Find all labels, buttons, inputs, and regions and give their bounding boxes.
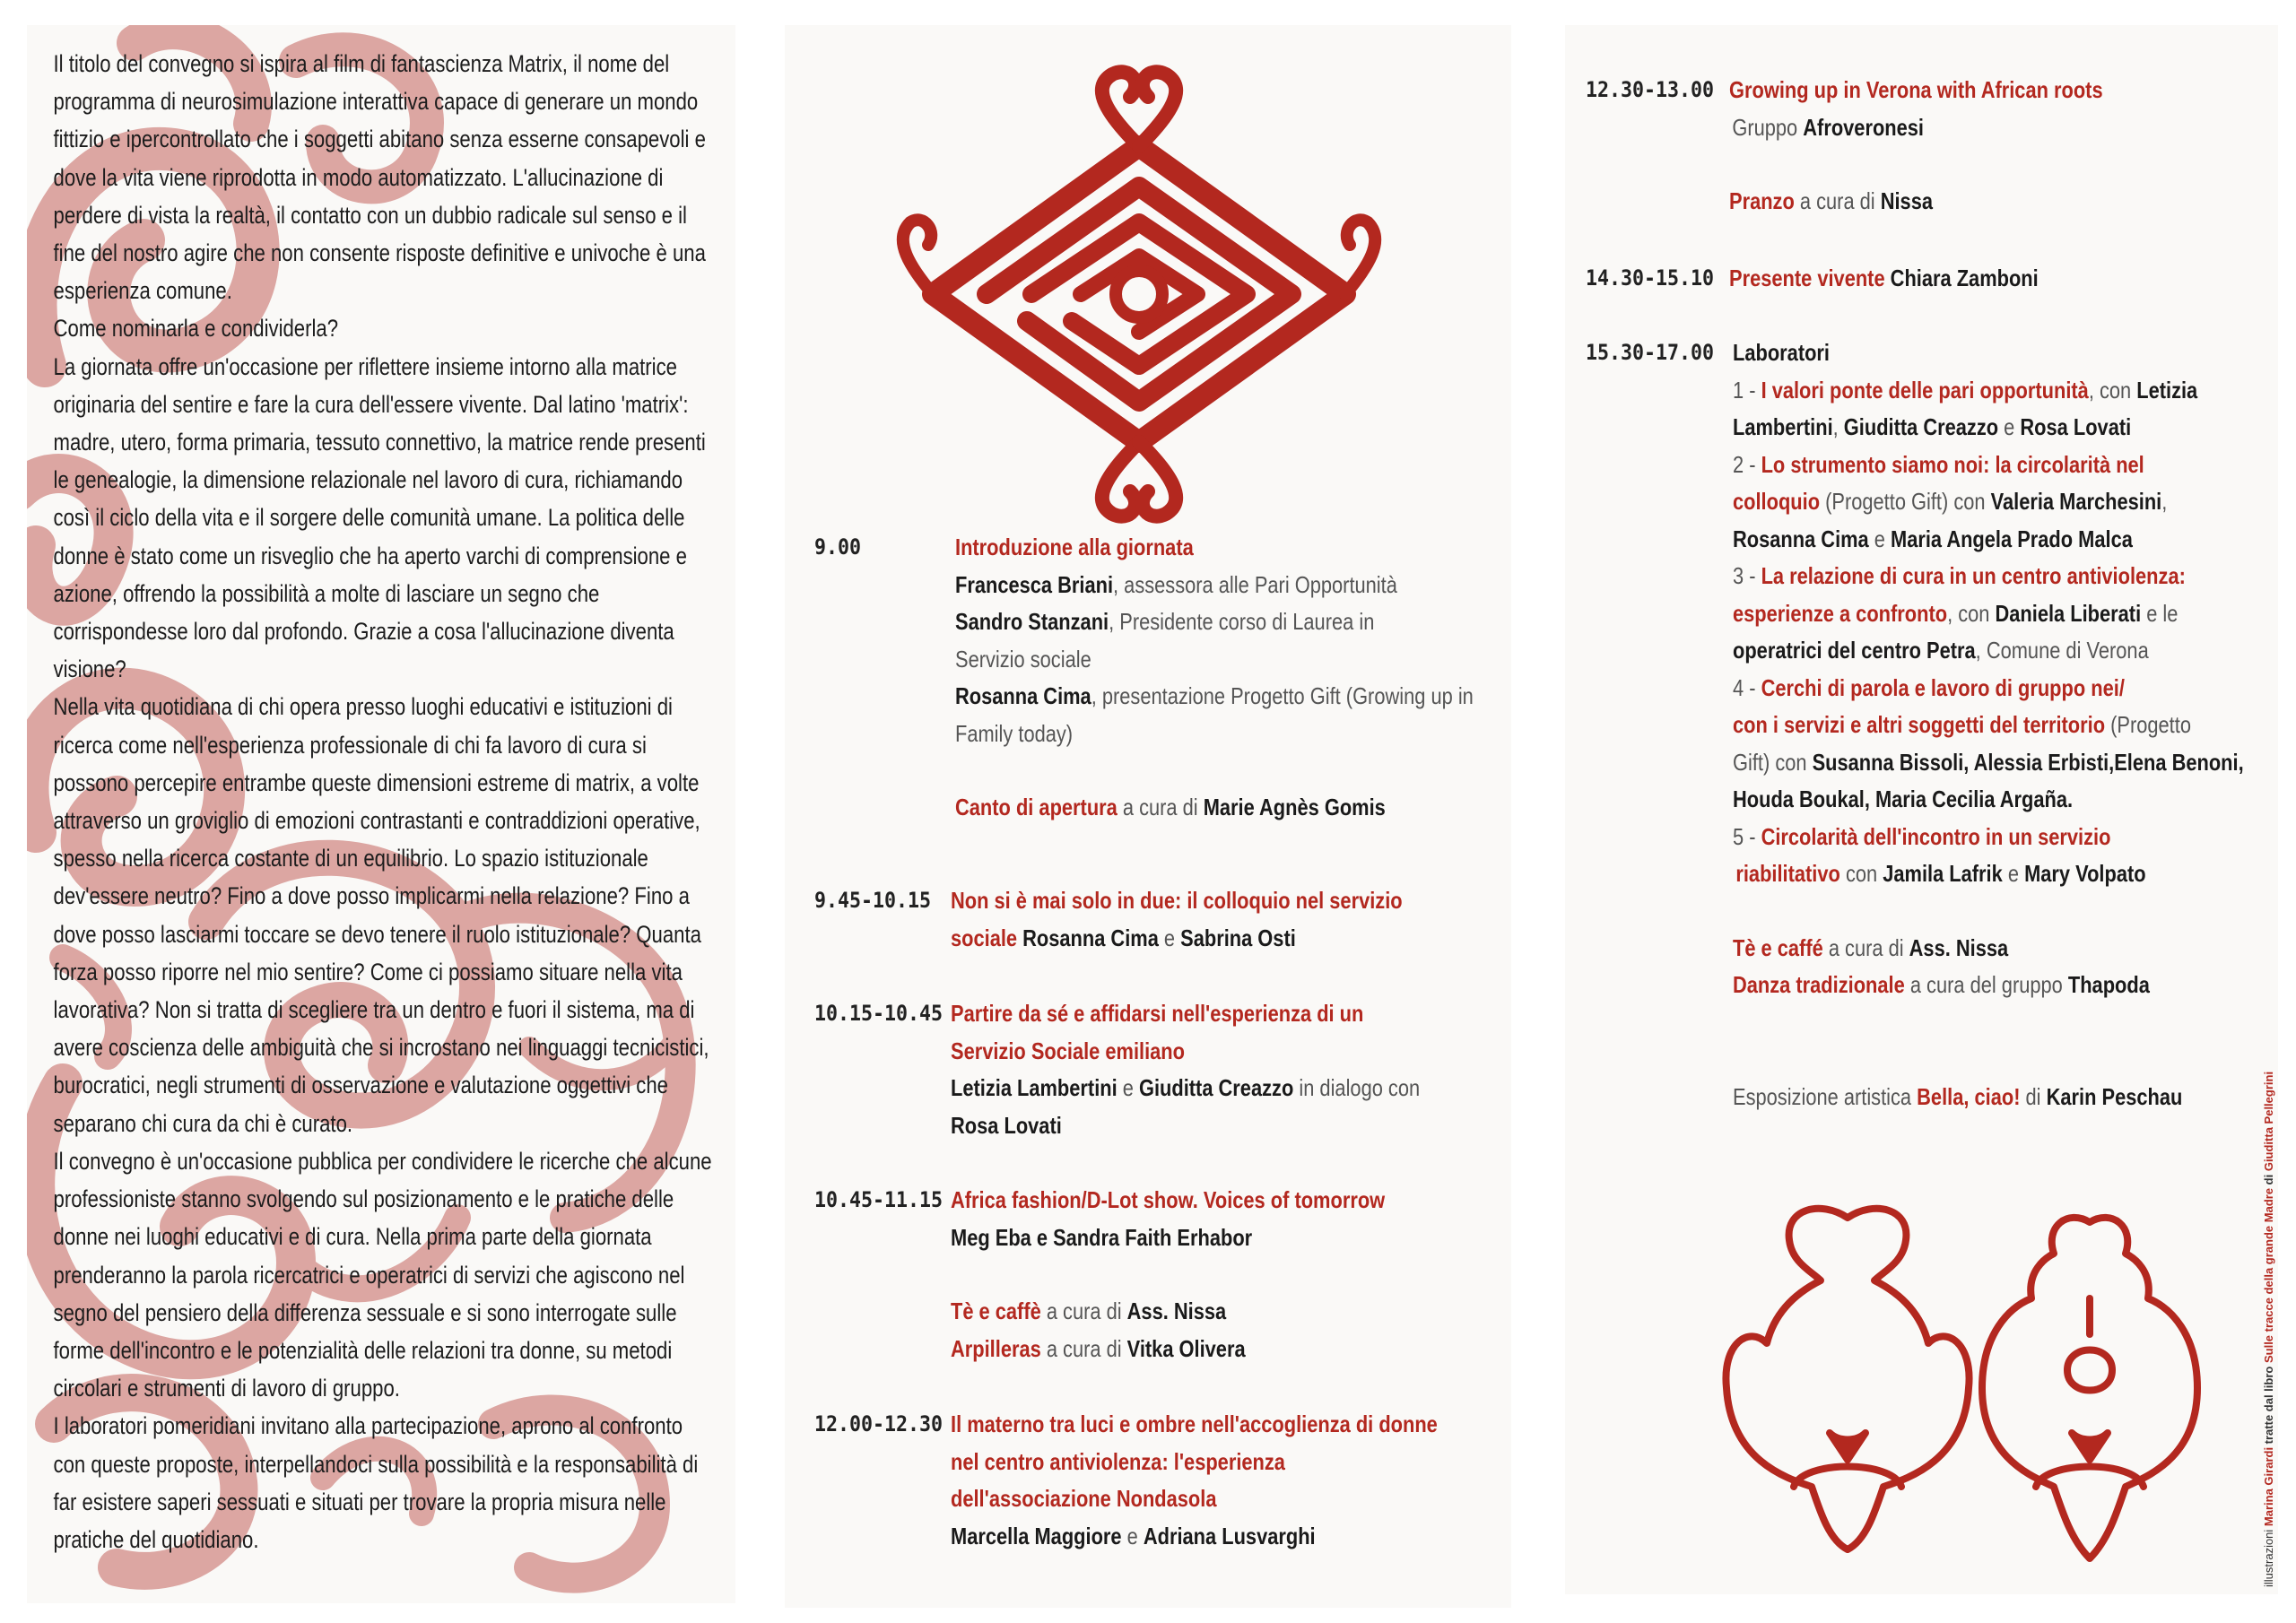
- illustration-credit: illustrazioni Marina Girardi tratte dal libro Sulle tracce della grande Madre di Giuditta Pellegrini: [2262, 1071, 2275, 1587]
- session-colloquio: Non si è mai solo in due: il colloquio nel servizio sociale Rosanna Cima e Sabrina Osti: [951, 887, 1403, 951]
- session-intro: Introduzione alla giornata Francesca Briani, assessora alle Pari Opportunità Sandro Stanzani, Presidente corso di Laurea in Servizio sociale Rosanna Cima, presentazione Progetto Gift (Growing up in Family today) Canto di apertura a cura di Marie Agnès Gomis: [955, 534, 1474, 820]
- intro-paragraph: Il convegno è un'occasione pubblica per condividere le ricerche che alcune professioniste stanno svolgendo sul posizionamento e le pratiche delle donne nei luoghi educativi e di cura. Nella prima parte della giornata prenderanno la parola ricercatrici e operatrici di servizi che agiscono nel segno del pensiero della differenza sessuale e si sono interrogate sulle forme dell'incontro e le potenzialità delle relazioni tra donne, su metodi circolari e strumenti di lavoro di gruppo.: [53, 1147, 712, 1402]
- intro-paragraph: Nella vita quotidiana di chi opera presso luoghi educativi e istituzioni di ricerca come nell'esperienza professionale di chi fa lavoro di cura si possono percepire entrambe queste dimensioni estreme di matrix, a volte attraverso un groviglio di emozioni contrastanti e contraddizioni operative, spesso nella ricerca costante di un equilibrio. Lo spazio istituzionale dev'essere neutro? Fino a dove posso implicarmi nella relazione? Fino a dove posso lasciarmi toccare se devo tenere il ruolo istituzionale? Quanta forza posso riporre nel mio sentire? Come ci possiamo situare nella vita lavorativa? Non si tratta di scegliere tra un dentro e fuori il sistema, ma di avere coscienza delle ambiguità che si incrostano nei linguaggi tecnicistici, burocratici, negli strumenti di osservazione e valutazione oggettivi che separano chi cura da chi è curato.: [53, 693, 709, 1137]
- session-title: Introduzione alla giornata: [955, 534, 1194, 560]
- session-time: 9.00: [814, 534, 862, 560]
- intro-text: [27, 25, 728, 1558]
- mother-figures-illustration: [1713, 1191, 2233, 1567]
- session-africa-fashion: Africa fashion/D-Lot show. Voices of tomorrow Meg Eba e Sandra Faith Erhabor Tè e caffè a cura di Ass. Nissa Arpilleras a cura di Vitka Olivera: [951, 1186, 1386, 1362]
- intro-paragraph: I laboratori pomeridiani invitano alla partecipazione, aprono al confronto con queste proposte, interpellandoci sulla possibilità e la responsabilità di far esistere saperi sessuati e situati per trovare la propria misura nelle pratiche del quotidiano.: [53, 1412, 699, 1553]
- afternoon-program-panel: [1565, 25, 2278, 1594]
- session-time: 12.30-13.00: [1586, 77, 1715, 102]
- session-time: 10.45-11.15: [814, 1187, 944, 1212]
- session-time: 9.45-10.15: [814, 888, 932, 913]
- intro-paragraph: Il titolo del convegno si ispira al film di fantascienza Matrix, il nome del programma di neurosimulazione interattiva capace di generare un mondo fittizio e ipercontrollato che i soggetti abitano senza esserne consapevoli e dove la vita viene riprodotta in modo automatizzato. L'allucinazione di perdere di vista la realtà, il contatto con un dubbio radicale sul senso e il fine del nostro agire che non consente risposte definitive e univoche è una esperienza comune.: [53, 50, 706, 305]
- spiral-diamond-logo: [883, 61, 1395, 527]
- labs-list: Laboratori 1 - I valori ponte delle pari opportunità, con Letizia Lambertini, Giuditta Creazzo e Rosa Lovati 2 - Lo strumento siamo noi: la circolarità nel colloquio (Progetto Gift) con Valeria Marchesini, Rosanna Cima e Maria Angela Prado Malca 3 - La relazione di cura in un centro antiviolenza: esperienze a confronto, con Daniela Liberati e le operatrici del centro Petra, Comune di Verona 4 - Cerchi di parola e lavoro di gruppo nei/ con i servizi e altri soggetti del territorio (Progetto Gift) con Susanna Bissoli, Alessia Erbisti,Elena Benoni, Houda Boukal, Maria Cecilia Argaña. 5 - Circolarità dell'incontro in un servizio riabilitativo con Jamila Lafrik e Mary Volpato Tè e caffé a cura di Ass. Nissa Danza tradizionale a cura del gruppo Thapoda Esposizione artistica Bella, ciao! di Karin Peschau: [1733, 339, 2244, 1110]
- session-presente-vivente: Presente vivente Chiara Zamboni: [1729, 265, 2039, 291]
- morning-program-panel: [785, 25, 1511, 1608]
- intro-paragraph: La giornata offre un'occasione per riflettere insieme intorno alla matrice originaria del sentire e fare la cura dell'essere vivente. Dal latino 'matrix': madre, utero, forma primaria, tessuto connettivo, la matrice rende presenti le genealogie, la dimensione relazionale nel lavoro di cura, richiamando così il ciclo della vita e il sorgere delle comunità umane. La politica delle donne è stato come un risveglio che ha aperto varchi di comprensione e azione, offrendo la possibilità a molte di lasciare un segno che corrispondesse loro dal profondo. Grazie a cosa l'allucinazione diventa visione?: [53, 352, 706, 683]
- session-time: 14.30-15.10: [1586, 265, 1715, 291]
- intro-paragraph: Come nominarla e condividerla?: [53, 315, 339, 343]
- intro-panel: [27, 25, 735, 1603]
- session-growing-up: Growing up in Verona with African roots Gruppo Afroveronesi Pranzo a cura di Nissa: [1729, 76, 2103, 214]
- labs-heading: Laboratori: [1733, 339, 1831, 366]
- session-time: 12.00-12.30: [814, 1411, 944, 1436]
- session-time: 15.30-17.00: [1586, 340, 1715, 365]
- session-materno: Il materno tra luci e ombre nell'accoglienza di donne nel centro antiviolenza: l'esperienza dell'associazione Nondasola Marcella Maggiore e Adriana Lusvarghi: [951, 1410, 1438, 1549]
- session-time: 10.15-10.45: [814, 1001, 944, 1026]
- session-partire-da-se: Partire da sé e affidarsi nell'esperienza di un Servizio Sociale emiliano Letizia Lambertini e Giuditta Creazzo in dialogo con Rosa Lovati: [951, 1000, 1421, 1139]
